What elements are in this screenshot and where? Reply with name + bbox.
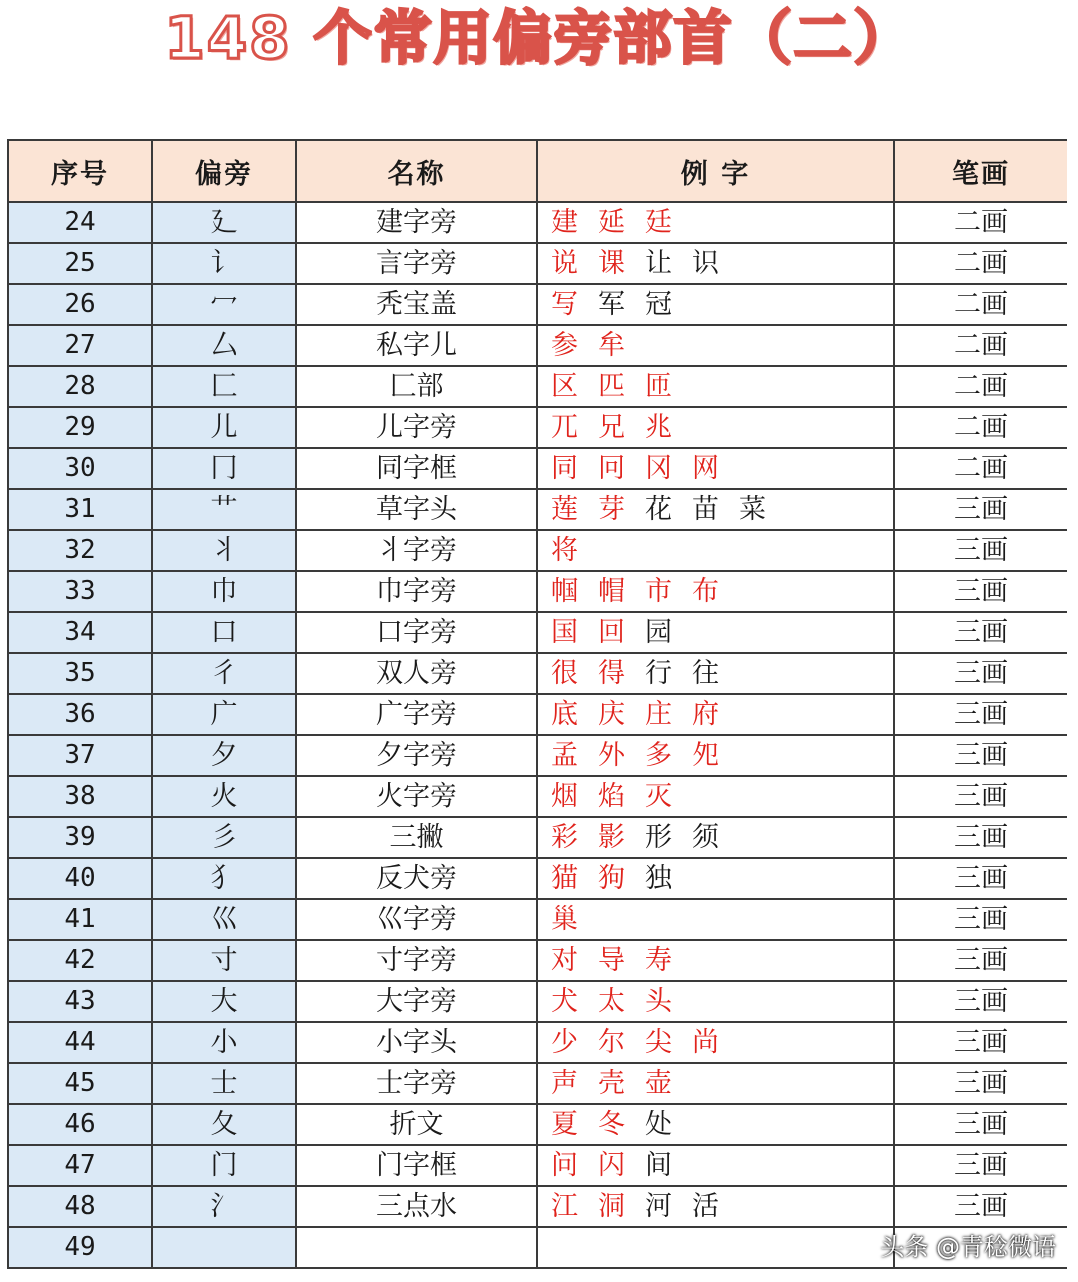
row-index: 32 [8,530,152,571]
example-char: 回 [598,617,625,648]
row-strokes: 三画 [894,735,1067,776]
row-index: 33 [8,571,152,612]
table-row [8,489,1067,530]
example-char: 兀 [551,412,578,443]
table-row [8,1145,1067,1186]
row-strokes: 三画 [894,1145,1067,1186]
row-examples [537,407,894,448]
table-row [8,694,1067,735]
row-strokes: 三画 [894,899,1067,940]
example-char: 烟 [551,781,578,812]
row-strokes: 三画 [894,1063,1067,1104]
example-char: 犬 [551,986,578,1017]
table-row [8,325,1067,366]
example-char: 问 [551,1150,578,1181]
example-char: 建 [551,207,578,238]
row-index: 38 [8,776,152,817]
example-char: 廷 [645,207,672,238]
example-char: 导 [598,945,625,976]
example-char: 延 [598,207,625,238]
row-examples [537,243,894,284]
row-index: 45 [8,1063,152,1104]
row-name: 广字旁 [296,694,537,735]
row-name: 折文 [296,1104,537,1145]
row-name: 私字儿 [296,325,537,366]
row-index: 41 [8,899,152,940]
table-row [8,653,1067,694]
example-char: 孟 [551,740,578,771]
example-char: 影 [598,822,625,853]
example-char: 形 [645,822,672,853]
row-strokes: 三画 [894,530,1067,571]
row-name: 三撇 [296,817,537,858]
row-strokes: 三画 [894,489,1067,530]
row-name: 巛字旁 [296,899,537,940]
row-name: 匚部 [296,366,537,407]
row-index: 37 [8,735,152,776]
example-char: 说 [551,248,578,279]
row-radical: 匚 [152,366,296,407]
row-strokes: 三画 [894,653,1067,694]
row-radical: 门 [152,1145,296,1186]
row-radical: 犭 [152,858,296,899]
row-name: 草字头 [296,489,537,530]
row-name [296,1227,537,1268]
example-char: 声 [551,1068,578,1099]
row-name: 双人旁 [296,653,537,694]
row-name: 同字框 [296,448,537,489]
example-char: 狗 [598,863,625,894]
row-radical: 口 [152,612,296,653]
example-char: 壶 [645,1068,672,1099]
row-name: 大字旁 [296,981,537,1022]
row-strokes: 二画 [894,243,1067,284]
table-row [8,366,1067,407]
example-char: 太 [598,986,625,1017]
example-char: 闪 [598,1150,625,1181]
example-char: 尚 [692,1027,719,1058]
row-name: 建字旁 [296,202,537,243]
row-index: 29 [8,407,152,448]
row-name: 火字旁 [296,776,537,817]
row-radical: 氵 [152,1186,296,1227]
row-examples [537,981,894,1022]
example-char: 头 [645,986,672,1017]
example-char: 少 [551,1027,578,1058]
table-row [8,858,1067,899]
row-radical: 冖 [152,284,296,325]
row-radical [152,1227,296,1268]
example-char: 行 [645,658,672,689]
row-examples [537,284,894,325]
example-char: 庆 [598,699,625,730]
row-examples [537,1104,894,1145]
row-strokes: 三画 [894,776,1067,817]
example-char: 处 [645,1109,672,1140]
example-char: 底 [551,699,578,730]
row-examples [537,694,894,735]
example-char: 活 [692,1191,719,1222]
row-examples [537,1063,894,1104]
row-name: 寸字旁 [296,940,537,981]
example-char: 猫 [551,863,578,894]
row-radical: 厶 [152,325,296,366]
row-name: 夕字旁 [296,735,537,776]
row-radical: 小 [152,1022,296,1063]
row-examples [537,817,894,858]
row-index: 36 [8,694,152,735]
row-strokes: 二画 [894,284,1067,325]
example-char: 河 [645,1191,672,1222]
table-row [8,735,1067,776]
example-char: 芽 [598,494,625,525]
row-examples [537,202,894,243]
row-name: 士字旁 [296,1063,537,1104]
example-char: 焰 [598,781,625,812]
example-char: 得 [598,658,625,689]
row-examples [537,1022,894,1063]
table-row [8,284,1067,325]
row-examples [537,1145,894,1186]
row-strokes: 三画 [894,694,1067,735]
example-char: 间 [645,1150,672,1181]
example-char: 冬 [598,1109,625,1140]
example-char: 对 [551,945,578,976]
example-char: 市 [645,576,672,607]
row-examples [537,940,894,981]
table-row [8,899,1067,940]
table-row [8,407,1067,448]
example-char: 冠 [645,289,672,320]
row-strokes: 三画 [894,571,1067,612]
row-examples [537,530,894,571]
row-index: 31 [8,489,152,530]
row-strokes: 三画 [894,1186,1067,1227]
header-strokes: 笔画 [894,140,1067,202]
row-strokes: 三画 [894,981,1067,1022]
example-char: 江 [551,1191,578,1222]
example-char: 匝 [645,371,672,402]
table-row [8,571,1067,612]
row-strokes: 二画 [894,407,1067,448]
row-radical: 火 [152,776,296,817]
row-strokes: 三画 [894,1022,1067,1063]
example-char: 帽 [598,576,625,607]
example-char: 花 [645,494,672,525]
row-index: 44 [8,1022,152,1063]
row-examples [537,325,894,366]
example-char: 洞 [598,1191,625,1222]
row-examples [537,653,894,694]
table-row [8,776,1067,817]
row-radical: 讠 [152,243,296,284]
row-index: 49 [8,1227,152,1268]
row-radical: 夕 [152,735,296,776]
row-examples [537,1186,894,1227]
row-examples [537,858,894,899]
example-char: 夏 [551,1109,578,1140]
row-strokes: 三画 [894,612,1067,653]
row-radical: 大 [152,981,296,1022]
row-examples [537,776,894,817]
row-radical: 彡 [152,817,296,858]
table-row [8,940,1067,981]
table-body [8,202,1067,1268]
row-radical: 士 [152,1063,296,1104]
example-char: 同 [551,453,578,484]
page-title: 148 个常用偏旁部首（二） [164,4,914,72]
row-radical: 寸 [152,940,296,981]
example-char: 彩 [551,822,578,853]
row-index: 35 [8,653,152,694]
row-examples [537,366,894,407]
example-char: 军 [598,289,625,320]
row-radical: 廴 [152,202,296,243]
row-examples [537,735,894,776]
example-char: 灭 [645,781,672,812]
row-strokes: 三画 [894,858,1067,899]
example-char: 识 [692,248,719,279]
row-radical: 巛 [152,899,296,940]
example-char: 冋 [598,453,625,484]
example-char: 壳 [598,1068,625,1099]
row-index: 28 [8,366,152,407]
example-char: 兆 [645,412,672,443]
example-char: 冈 [645,453,672,484]
row-examples [537,1227,894,1268]
row-examples [537,612,894,653]
example-char: 网 [692,453,719,484]
row-radical: 儿 [152,407,296,448]
row-index: 30 [8,448,152,489]
row-strokes: 三画 [894,940,1067,981]
row-radical: 广 [152,694,296,735]
row-index: 42 [8,940,152,981]
radical-table [7,139,1067,1269]
header-row [8,140,1067,202]
example-char: 苗 [692,494,719,525]
header-name: 名称 [296,140,537,202]
row-strokes: 二画 [894,325,1067,366]
row-radical: 艹 [152,489,296,530]
radical-table-container [7,139,1067,1282]
row-name: 儿字旁 [296,407,537,448]
row-name: 口字旁 [296,612,537,653]
row-strokes: 二画 [894,448,1067,489]
example-char: 兄 [598,412,625,443]
table-row [8,1104,1067,1145]
header-examples: 例 字 [537,140,894,202]
example-char: 国 [551,617,578,648]
header-index: 序号 [8,140,152,202]
row-radical: 丬 [152,530,296,571]
row-strokes: 三画 [894,1104,1067,1145]
example-char: 独 [645,863,672,894]
row-radical: 彳 [152,653,296,694]
row-strokes: 三画 [894,817,1067,858]
table-row [8,1022,1067,1063]
example-char: 区 [551,371,578,402]
row-strokes: 二画 [894,202,1067,243]
table-row [8,530,1067,571]
row-name: 反犬旁 [296,858,537,899]
row-index: 43 [8,981,152,1022]
example-char: 多 [645,740,672,771]
row-radical: 冂 [152,448,296,489]
row-examples [537,899,894,940]
example-char: 写 [551,289,578,320]
row-radical: 夂 [152,1104,296,1145]
row-name: 秃宝盖 [296,284,537,325]
row-examples [537,448,894,489]
example-char: 很 [551,658,578,689]
table-row [8,1186,1067,1227]
example-char: 往 [692,658,719,689]
example-char: 匹 [598,371,625,402]
row-index: 25 [8,243,152,284]
example-char: 牟 [598,330,625,361]
table-row [8,243,1067,284]
example-char: 寿 [645,945,672,976]
example-char: 将 [551,535,578,566]
row-index: 39 [8,817,152,858]
example-char: 夗 [692,740,719,771]
header-radical: 偏旁 [152,140,296,202]
row-radical: 巾 [152,571,296,612]
example-char: 莲 [551,494,578,525]
row-examples [537,489,894,530]
row-index: 47 [8,1145,152,1186]
row-name: 小字头 [296,1022,537,1063]
example-char: 让 [645,248,672,279]
row-strokes: 二画 [894,366,1067,407]
row-name: 三点水 [296,1186,537,1227]
row-index: 24 [8,202,152,243]
example-char: 外 [598,740,625,771]
example-char: 尖 [645,1027,672,1058]
example-char: 巢 [551,904,578,935]
table-header [8,140,1067,202]
row-index: 34 [8,612,152,653]
table-row [8,1063,1067,1104]
table-row [8,448,1067,489]
row-index: 27 [8,325,152,366]
example-char: 布 [692,576,719,607]
example-char: 须 [692,822,719,853]
example-char: 课 [598,248,625,279]
table-row [8,612,1067,653]
example-char: 园 [645,617,672,648]
row-index: 40 [8,858,152,899]
example-char: 府 [692,699,719,730]
example-char: 帼 [551,576,578,607]
table-row [8,981,1067,1022]
row-examples [537,571,894,612]
watermark: 头条 @青稔微语 [880,1233,1056,1261]
row-name: 巾字旁 [296,571,537,612]
row-name: 言字旁 [296,243,537,284]
example-char: 尔 [598,1027,625,1058]
row-index: 46 [8,1104,152,1145]
example-char: 庄 [645,699,672,730]
row-name: 门字框 [296,1145,537,1186]
row-index: 48 [8,1186,152,1227]
table-row [8,202,1067,243]
example-char: 菜 [739,494,766,525]
row-name: 丬字旁 [296,530,537,571]
row-index: 26 [8,284,152,325]
table-row [8,817,1067,858]
example-char: 参 [551,330,578,361]
